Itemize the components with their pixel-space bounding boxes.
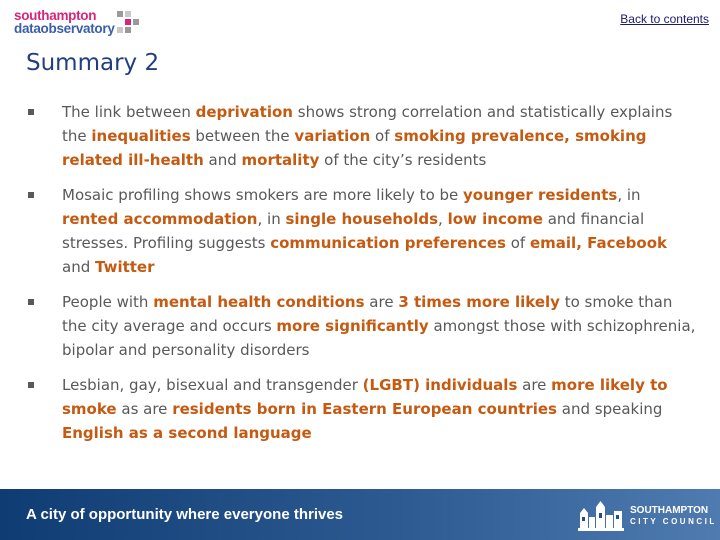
summary-bullet xyxy=(28,100,698,172)
bullet-text: between the xyxy=(190,127,295,145)
highlighted-text: mental health conditions xyxy=(153,293,365,311)
highlighted-text: single households xyxy=(285,210,439,228)
highlighted-text: (LGBT) individuals xyxy=(362,376,518,394)
highlighted-text: mortality xyxy=(241,151,320,169)
highlighted-text: rented accommodation xyxy=(62,210,258,228)
bullet-text: are xyxy=(364,293,399,311)
bullet-text: of the city’s residents xyxy=(319,151,487,169)
bullet-square-icon xyxy=(28,192,34,198)
bullet-text: , in xyxy=(257,210,286,228)
bullet-square-icon xyxy=(28,299,34,305)
highlighted-text: more significantly xyxy=(276,317,429,335)
bullet-text: of xyxy=(370,127,395,145)
logo-squares-icon xyxy=(117,11,143,37)
city-skyline-icon xyxy=(578,499,624,531)
highlighted-text: low income xyxy=(447,210,543,228)
bullet-text: and xyxy=(203,151,242,169)
logo-line-2: dataobservatory xyxy=(14,21,115,36)
summary-bullet xyxy=(28,373,698,445)
bullet-text: , xyxy=(438,210,448,228)
page-title: Summary 2 xyxy=(26,50,160,76)
summary-bullet xyxy=(28,183,698,279)
council-name xyxy=(630,505,717,527)
bullet-text: are xyxy=(517,376,552,394)
council-name-main: SOUTHAMPTON xyxy=(630,505,709,516)
council-name-sub: CITY COUNCIL xyxy=(630,517,717,526)
summary-bullet xyxy=(28,290,698,362)
summary-bullet-list xyxy=(28,100,698,456)
footer-banner xyxy=(0,489,720,540)
bullet-text: People with xyxy=(62,293,154,311)
bullet-text: Lesbian, gay, bisexual and transgender xyxy=(62,376,363,394)
bullet-text: and financial stresses. Profiling suggests xyxy=(62,210,645,252)
highlighted-text: residents born in Eastern European countries xyxy=(172,400,557,418)
highlighted-text: more likely to smoke xyxy=(62,376,668,418)
bullet-text: and xyxy=(62,258,95,276)
highlighted-text: smoking prevalence, smoking related ill-health xyxy=(62,127,647,169)
highlighted-text: deprivation xyxy=(195,103,293,121)
bullet-text: The link between xyxy=(62,103,196,121)
footer-tagline: A city of opportunity where everyone thrives xyxy=(26,506,344,523)
back-to-contents-link[interactable]: Back to contents xyxy=(620,12,709,26)
bullet-text: to smoke than the city average and occurs xyxy=(62,293,673,335)
bullet-text: Mosaic profiling shows smokers are more likely to be xyxy=(62,186,464,204)
logo-line-1: southampton xyxy=(14,8,97,23)
bullet-square-icon xyxy=(28,109,34,115)
bullet-text: and speaking xyxy=(557,400,663,418)
highlighted-text: inequalities xyxy=(91,127,191,145)
bullet-text: as are xyxy=(116,400,173,418)
bullet-square-icon xyxy=(28,382,34,388)
highlighted-text: 3 times more likely xyxy=(398,293,560,311)
bullet-text: of xyxy=(505,234,530,252)
highlighted-text: English as a second language xyxy=(62,424,312,442)
highlighted-text: younger residents xyxy=(463,186,618,204)
bullet-text: amongst those with schizophrenia, bipolar and personality disorders xyxy=(62,317,696,359)
bullet-text: shows strong correlation and statistically explains the xyxy=(62,103,673,145)
bullet-text: , in xyxy=(617,186,641,204)
highlighted-text: communication preferences xyxy=(270,234,506,252)
data-observatory-logo xyxy=(14,9,115,35)
highlighted-text: email, Facebook xyxy=(529,234,667,252)
highlighted-text: variation xyxy=(294,127,371,145)
highlighted-text: Twitter xyxy=(95,258,155,276)
